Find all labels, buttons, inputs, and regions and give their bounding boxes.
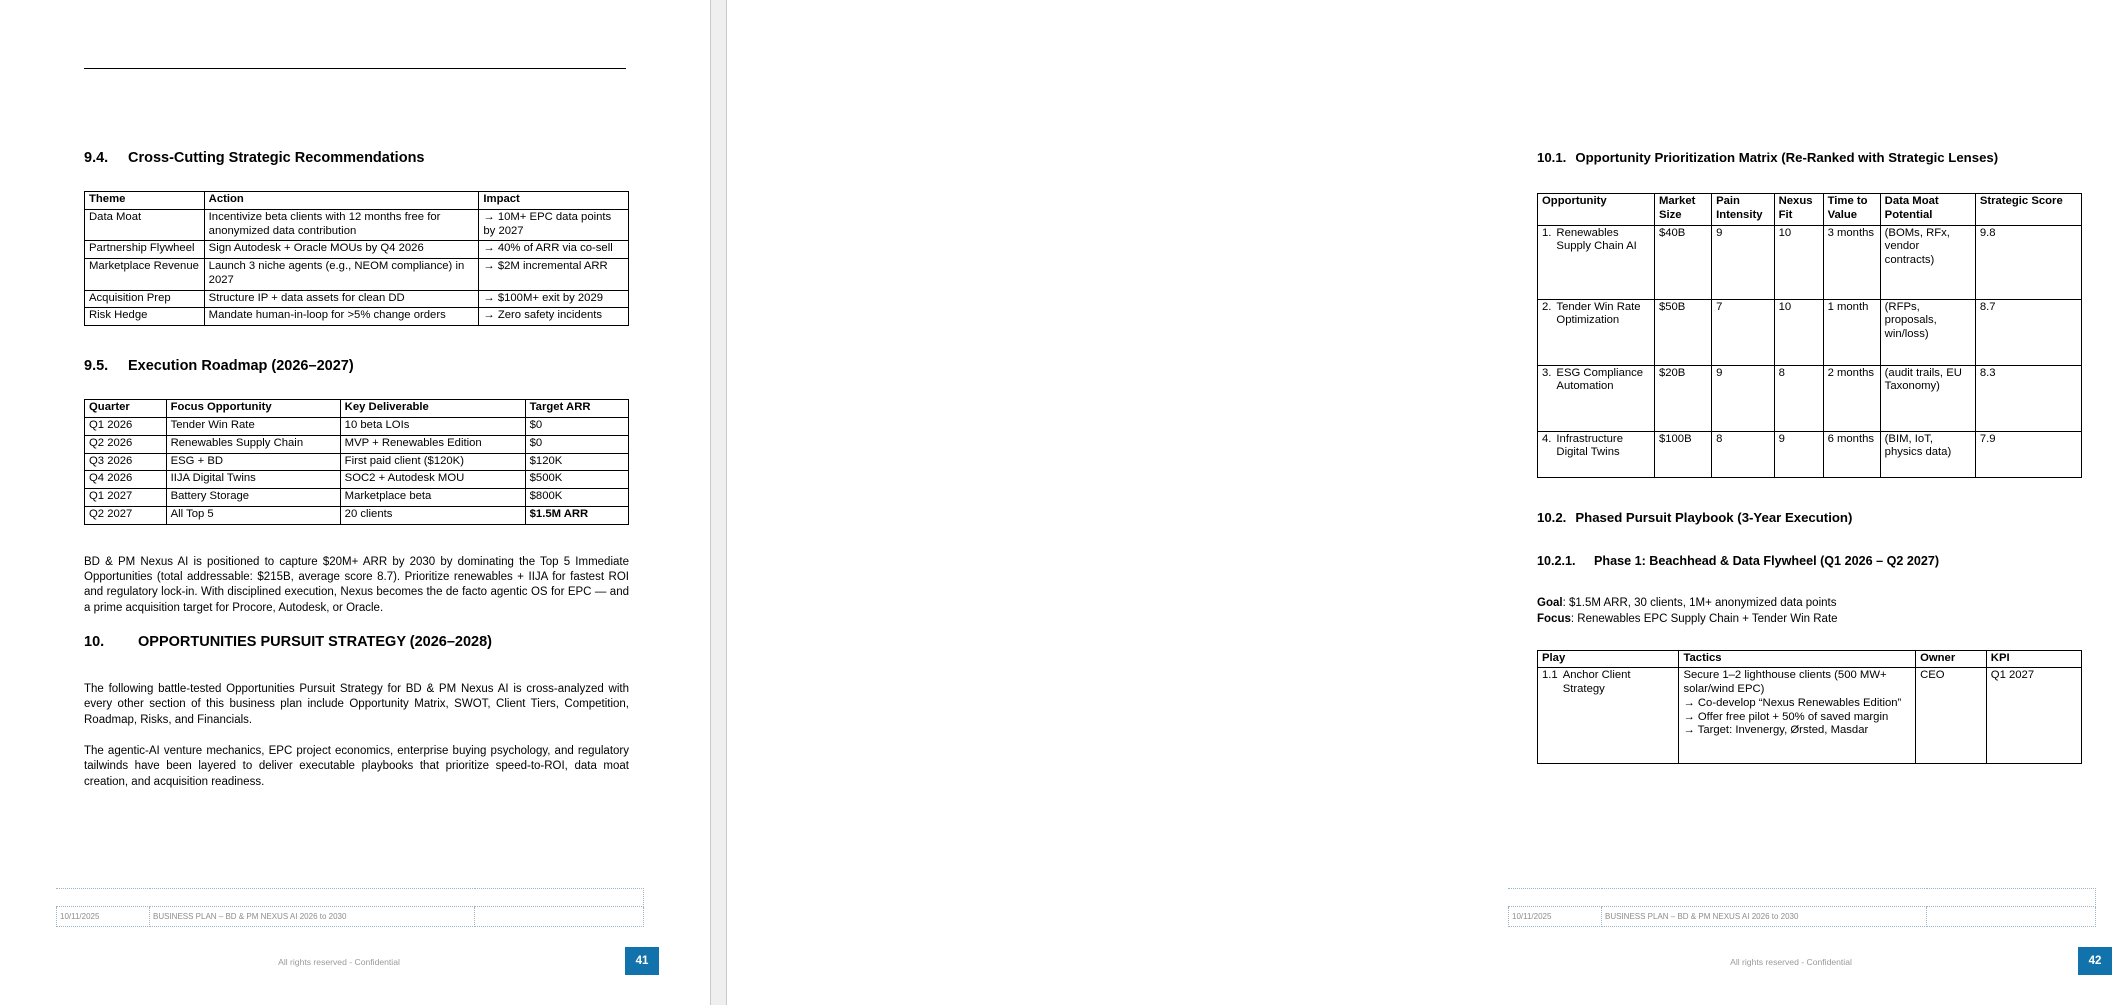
footer-confidential-note: All rights reserved - Confidential [1730,957,1852,967]
cell-theme: Partnership Flywheel [85,241,205,259]
footer-spacer-left [1509,889,1602,907]
footer-spacer-left [57,889,150,907]
heading-9-4 [84,148,629,169]
table-row [85,489,629,507]
heading-10-2-1 [1537,553,2082,571]
table-header-row [1538,194,2082,226]
cell-pain-intensity: 8 [1712,431,1775,477]
table-row [85,308,629,326]
cell-quarter: Q2 2026 [85,435,167,453]
heading-9-5-title: Execution Roadmap (2026–2027) [128,358,354,375]
page-footer-41 [56,888,644,927]
cell-deliverable: 10 beta LOIs [340,418,525,436]
cell-deliverable: First paid client ($120K) [340,453,525,471]
cell-data-moat: (BOMs, RFx, vendor contracts) [1880,225,1975,299]
heading-10-1-title: Opportunity Prioritization Matrix (Re-Ranked with Strategic Lenses) [1575,150,1999,165]
paragraph-intro: The following battle-tested Opportunities Pursuit Strategy for BD & PM Nexus AI is cross-analyzed with every other section of this business plan include Opportunity Matrix, SWOT, Client Tiers, Competition, Roadmap, Risks, and Financials. [84,683,629,726]
cell-arr: $0 [525,435,628,453]
cell-impact: → 10M+ EPC data points by 2027 [479,209,629,241]
cell-deliverable: Marketplace beta [340,489,525,507]
table-row [1538,365,2082,431]
table-execution-roadmap [84,399,629,524]
goal-label: Goal [1537,597,1563,610]
cell-action: Mandate human-in-loop for >5% change orders [204,308,479,326]
table-opportunity-matrix [1537,193,2082,478]
table-row [85,290,629,308]
heading-10-title: OPPORTUNITIES PURSUIT STRATEGY (2026–2028) [138,633,493,650]
cell-nexus-fit: 10 [1774,299,1823,365]
col-tactics: Tactics [1679,650,1916,668]
col-focus-opportunity: Focus Opportunity [166,400,340,418]
heading-10-2-1-number: 10.2.1. [1537,553,1576,568]
cell-strategic-score: 9.8 [1975,225,2081,299]
heading-10-2-number: 10.2. [1537,509,1567,525]
col-play: Play [1538,650,1679,668]
heading-10-2-title: Phased Pursuit Playbook (3-Year Execution) [1575,509,1853,525]
table-row [85,435,629,453]
rank-number: 3. [1542,366,1552,379]
cell-arr: $500K [525,471,628,489]
heading-9-4-title: Cross-Cutting Strategic Recommendations [128,150,425,166]
table-row [1538,225,2082,299]
cell-theme: Acquisition Prep [85,290,205,308]
table-row [1538,668,2082,764]
cell-market-size: $100B [1654,431,1711,477]
cell-opportunity [1538,299,1655,365]
cell-nexus-fit: 9 [1774,431,1823,477]
tactic-line: Secure 1–2 lighthouse clients (500 MW+ solar/wind EPC) [1683,669,1887,696]
tactic-line: → Offer free pilot + 50% of saved margin [1683,710,1889,723]
table-row [1538,431,2082,477]
opportunity-name: ESG Compliance Automation [1556,366,1644,393]
heading-9-4-number: 9.4. [84,150,109,166]
paragraph-summary: BD & PM Nexus AI is positioned to capture $20M+ ARR by 2030 by dominating the Top 5 Immediate Opportunities (total addressable: $215B, average score 8.7). Prioritize renewables + IIJA for fastest ROI and regulatory lock-in. With disciplined execution, Nexus becomes the de facto agentic OS for EPC — and a prime acquisition target for Procore, Autodesk, or Oracle. [84,555,629,614]
cell-strategic-score: 8.7 [1975,299,2081,365]
table-row [85,471,629,489]
page-41-content [84,148,629,790]
col-pain-intensity: Pain Intensity [1712,194,1775,226]
col-target-arr: Target ARR [525,400,628,418]
opportunity-name: Infrastructure Digital Twins [1556,432,1623,459]
footer-date: 10/11/2025 [1509,907,1602,927]
cell-quarter: Q1 2027 [85,489,167,507]
page-41 [0,0,710,1005]
heading-10-number: 10. [84,633,105,650]
cell-pain-intensity: 9 [1712,365,1775,431]
col-impact: Impact [479,192,629,210]
footer-info-row [57,907,644,927]
page-number-badge: 41 [625,947,659,975]
col-time-to-value: Time to Value [1823,194,1880,226]
col-theme: Theme [85,192,205,210]
cell-focus: IIJA Digital Twins [166,471,340,489]
cell-impact: → $2M incremental ARR [479,259,629,291]
tactic-line: → Target: Invenergy, Ørsted, Masdar [1683,724,1869,737]
col-data-moat-potential: Data Moat Potential [1880,194,1975,226]
focus-label: Focus [1537,612,1571,625]
col-kpi: KPI [1986,650,2081,668]
cell-data-moat: (RFPs, proposals, win/loss) [1880,299,1975,365]
play-number: 1.1 [1542,669,1558,682]
cell-focus: Renewables Supply Chain [166,435,340,453]
col-market-size: Market Size [1654,194,1711,226]
footer-title: BUSINESS PLAN – BD & PM NEXUS AI 2026 to 2030 [1602,907,1927,927]
paragraph-mechanics: The agentic-AI venture mechanics, EPC project economics, enterprise buying psychology, and regulatory tailwinds have been layered to deliver executable playbooks that prioritize speed-to-ROI, data moat creation, and acquisition readiness. [84,745,629,788]
phase1-goal-focus [1537,596,2082,627]
cell-time-to-value: 6 months [1823,431,1880,477]
cell-focus: Battery Storage [166,489,340,507]
cell-play [1538,668,1679,764]
footer-spacer-row [57,889,644,907]
cell-focus: Tender Win Rate [166,418,340,436]
rank-number: 4. [1542,432,1552,445]
cell-action: Structure IP + data assets for clean DD [204,290,479,308]
heading-10 [84,632,629,652]
footer-blank [1927,907,2096,927]
cell-action: Launch 3 niche agents (e.g., NEOM compliance) in 2027 [204,259,479,291]
cell-quarter: Q4 2026 [85,471,167,489]
cell-market-size: $40B [1654,225,1711,299]
table-row [85,259,629,291]
page-gutter [710,0,727,1005]
cell-market-size: $20B [1654,365,1711,431]
cell-pain-intensity: 7 [1712,299,1775,365]
cell-arr: $0 [525,418,628,436]
table-header-row [1538,650,2082,668]
cell-tactics [1679,668,1916,764]
table-row [85,209,629,241]
col-quarter: Quarter [85,400,167,418]
cell-opportunity [1538,365,1655,431]
page-42-content [1537,148,2082,794]
footer-info-row [1509,907,2096,927]
cell-market-size: $50B [1654,299,1711,365]
focus-text: : Renewables EPC Supply Chain + Tender Win Rate [1570,612,1838,625]
table-cross-cutting-recommendations [84,191,629,326]
opportunity-name: Renewables Supply Chain AI [1556,226,1637,253]
footer-confidential-note: All rights reserved - Confidential [278,957,400,967]
cell-action: Sign Autodesk + Oracle MOUs by Q4 2026 [204,241,479,259]
heading-9-5-number: 9.5. [84,358,109,375]
heading-10-1 [1537,148,2082,167]
cell-kpi: Q1 2027 [1986,668,2081,764]
cell-owner: CEO [1916,668,1987,764]
page-number-badge: 42 [2078,947,2112,975]
cell-strategic-score: 7.9 [1975,431,2081,477]
header-rule [84,68,626,69]
cell-theme: Marketplace Revenue [85,259,205,291]
cell-action: Incentivize beta clients with 12 months free for anonymized data contribution [204,209,479,241]
cell-data-moat: (BIM, IoT, physics data) [1880,431,1975,477]
cell-deliverable: 20 clients [340,506,525,524]
footer-spacer-mid [150,889,475,907]
table-row [85,241,629,259]
cell-strategic-score: 8.3 [1975,365,2081,431]
cell-theme: Data Moat [85,209,205,241]
cell-opportunity [1538,431,1655,477]
cell-deliverable: MVP + Renewables Edition [340,435,525,453]
cell-theme: Risk Hedge [85,308,205,326]
col-strategic-score: Strategic Score [1975,194,2081,226]
heading-10-2 [1537,508,2082,527]
cell-time-to-value: 2 months [1823,365,1880,431]
heading-9-5 [84,356,629,377]
cell-deliverable: SOC2 + Autodesk MOU [340,471,525,489]
cell-arr: $120K [525,453,628,471]
cell-quarter: Q2 2027 [85,506,167,524]
table-row [85,453,629,471]
cell-impact: → $100M+ exit by 2029 [479,290,629,308]
heading-10-2-1-title: Phase 1: Beachhead & Data Flywheel (Q1 2026 – Q2 2027) [1594,553,1940,568]
col-owner: Owner [1916,650,1987,668]
table-phased-pursuit-playbook [1537,650,2082,765]
cell-focus: All Top 5 [166,506,340,524]
rank-number: 2. [1542,300,1552,313]
table-row [85,418,629,436]
col-key-deliverable: Key Deliverable [340,400,525,418]
heading-10-1-number: 10.1. [1537,150,1567,165]
footer-spacer-right [475,889,644,907]
goal-text: : $1.5M ARR, 30 clients, 1M+ anonymized data points [1562,597,1837,610]
tactic-line: → Co-develop “Nexus Renewables Edition” [1683,696,1902,709]
footer-spacer-row [1509,889,2096,907]
cell-arr: $800K [525,489,628,507]
col-nexus-fit: Nexus Fit [1774,194,1823,226]
footer-spacer-mid [1602,889,1927,907]
cell-opportunity [1538,225,1655,299]
page-footer-42 [1508,888,2096,927]
cell-quarter: Q3 2026 [85,453,167,471]
footer-title: BUSINESS PLAN – BD & PM NEXUS AI 2026 to 2030 [150,907,475,927]
footer-spacer-right [1927,889,2096,907]
cell-pain-intensity: 9 [1712,225,1775,299]
cell-quarter: Q1 2026 [85,418,167,436]
footer-blank [475,907,644,927]
col-action: Action [204,192,479,210]
cell-time-to-value: 1 month [1823,299,1880,365]
cell-impact: → 40% of ARR via co-sell [479,241,629,259]
col-opportunity: Opportunity [1538,194,1655,226]
cell-impact: → Zero safety incidents [479,308,629,326]
cell-arr: $1.5M ARR [525,506,628,524]
play-name: Anchor Client Strategy [1562,669,1631,696]
rank-number: 1. [1542,226,1552,239]
table-row [1538,299,2082,365]
table-row [85,506,629,524]
cell-focus: ESG + BD [166,453,340,471]
cell-data-moat: (audit trails, EU Taxonomy) [1880,365,1975,431]
footer-date: 10/11/2025 [57,907,150,927]
table-header-row [85,192,629,210]
cell-time-to-value: 3 months [1823,225,1880,299]
table-header-row [85,400,629,418]
opportunity-name: Tender Win Rate Optimization [1556,300,1641,327]
cell-nexus-fit: 10 [1774,225,1823,299]
page-42 [727,0,2102,1005]
cell-nexus-fit: 8 [1774,365,1823,431]
